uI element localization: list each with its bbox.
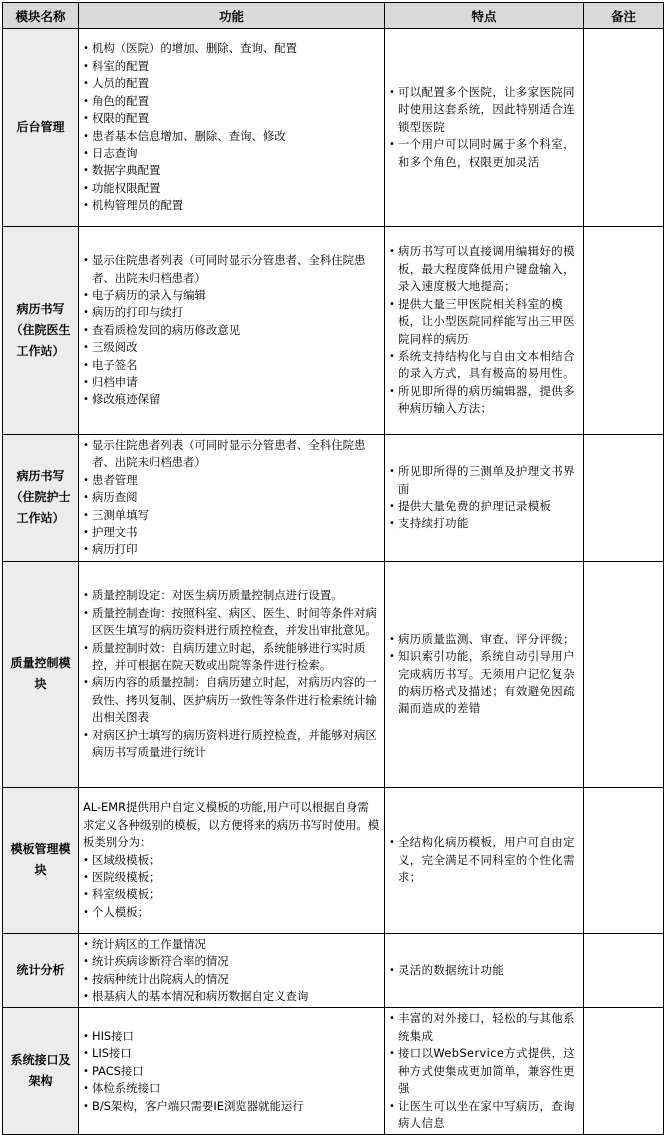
function-list — [83, 936, 380, 1006]
list-item: • 数据字典配置 — [83, 162, 380, 179]
table-row — [3, 561, 664, 787]
feature-list — [389, 84, 579, 171]
list-item: • 功能权限配置 — [83, 180, 380, 197]
table-row — [3, 227, 664, 435]
function-list — [83, 1028, 380, 1115]
list-item: • 显示住院患者列表（可同时显示分管患者、全科住院患者、出院未归档患者） — [83, 252, 380, 287]
list-item: • LIS接口 — [83, 1045, 380, 1062]
feature-list — [389, 243, 579, 417]
list-item: • 人员的配置 — [83, 75, 380, 92]
list-item: • 角色的配置 — [83, 93, 380, 110]
list-item: • HIS接口 — [83, 1028, 380, 1045]
function-cell — [79, 1008, 385, 1135]
list-item: • 所见即所得的病历编辑器，提供多种病历输入方法； — [389, 383, 579, 418]
list-item: • PACS接口 — [83, 1063, 380, 1080]
function-cell — [79, 29, 385, 227]
list-item: • 患者基本信息增加、删除、查询、修改 — [83, 128, 380, 145]
feature-cell — [385, 561, 584, 787]
note-cell — [584, 1008, 664, 1135]
module-name: 模板管理模块 — [3, 787, 79, 933]
function-list — [83, 40, 380, 214]
list-item: • 权限的配置 — [83, 110, 380, 127]
table-row — [3, 435, 664, 562]
module-name: 后台管理 — [3, 29, 79, 227]
note-cell — [584, 29, 664, 227]
function-cell — [79, 561, 385, 787]
note-cell — [584, 435, 664, 562]
list-item: • 个人模板； — [83, 904, 380, 921]
table-row — [3, 1008, 664, 1135]
header-function: 功能 — [79, 3, 385, 29]
list-item: • 根基病人的基本情况和病历数据自定义查询 — [83, 988, 380, 1005]
list-item: • 质量控制设定：对医生病历质量控制点进行设置。 — [83, 587, 380, 604]
feature-list — [389, 1010, 579, 1132]
list-item: • 病历书写可以直接调用编辑好的模板，最大程度降低用户键盘输入，录入速度极大地提高； — [389, 243, 579, 295]
list-item: • 病历质量监测、审查、评分评级； — [389, 631, 579, 648]
function-list — [83, 852, 380, 922]
list-item: • 全结构化病历模板，用户可自由定义，完全满足不同科室的个性化需求； — [389, 834, 579, 886]
list-item: • 让医生可以坐在家中写病历，查询病人信息 — [389, 1098, 579, 1133]
function-cell — [79, 435, 385, 562]
function-cell — [79, 787, 385, 933]
list-item: • 按病种统计出院病人的情况 — [83, 971, 380, 988]
feature-cell — [385, 933, 584, 1008]
header-note: 备注 — [584, 3, 664, 29]
list-item: • 病历的打印与续打 — [83, 304, 380, 321]
list-item: • 三级阅改 — [83, 339, 380, 356]
feature-cell — [385, 787, 584, 933]
module-name: 统计分析 — [3, 933, 79, 1008]
note-cell — [584, 561, 664, 787]
module-name: 病历书写（住院护士工作站） — [3, 435, 79, 562]
list-item: • 病历打印 — [83, 541, 380, 558]
list-item: • 质量控制查询：按照科室、病区、医生、时间等条件对病区医生填写的病历资料进行质控检查，并发出审批意见。 — [83, 605, 380, 640]
feature-list — [389, 962, 579, 979]
list-item: • 提供大量免费的护理记录模板 — [389, 498, 579, 515]
list-item: • 一个用户可以同时属于多个科室，和多个角色，权限更加灵活 — [389, 136, 579, 171]
list-item: • 可以配置多个医院，让多家医院同时使用这套系统，因此特别适合连锁型医院 — [389, 84, 579, 136]
list-item: • 显示住院患者列表（可同时显示分管患者、全科住院患者、出院未归档患者） — [83, 437, 380, 472]
list-item: • 日志查询 — [83, 145, 380, 162]
list-item: • 电子病历的录入与编辑 — [83, 287, 380, 304]
note-cell — [584, 933, 664, 1008]
table-row — [3, 787, 664, 933]
list-item: • 科室的配置 — [83, 58, 380, 75]
list-item: • 灵活的数据统计功能 — [389, 962, 579, 979]
list-item: • 丰富的对外接口，轻松的与其他系统集成 — [389, 1010, 579, 1045]
list-item: • 病历查阅 — [83, 489, 380, 506]
list-item: • 患者管理 — [83, 472, 380, 489]
list-item: • 提供大量三甲医院相关科室的模板，让小型医院同样能写出三甲医院同样的病历 — [389, 296, 579, 348]
list-item: • 知识索引功能，系统自动引导用户完成病历书写。无须用户记忆复杂的病历格式及描述；有效避免因疏漏而造成的差错 — [389, 648, 579, 718]
list-item: • 机构（医院）的增加、删除、查询、配置 — [83, 40, 380, 57]
module-name: 质量控制模块 — [3, 561, 79, 787]
list-item: • 机构管理员的配置 — [83, 197, 380, 214]
feature-cell — [385, 29, 584, 227]
list-item: • 归档申请 — [83, 374, 380, 391]
list-item: • 质量控制时效：自病历建立时起，系统能够进行实时质控，并可根据在院天数或出院等条件进行检索。 — [83, 640, 380, 675]
list-item: • 医院级模板； — [83, 869, 380, 886]
list-item: • 三测单填写 — [83, 507, 380, 524]
list-item: • 病历内容的质量控制：自病历建立时起，对病历内容的一致性、拷贝复制、医护病历一致性等条件进行检索统计输出相关图表 — [83, 674, 380, 726]
list-item: • 护理文书 — [83, 524, 380, 541]
feature-cell — [385, 1008, 584, 1135]
list-item: • 接口以WebService方式提供，这种方式使集成更加简单，兼容性更强 — [389, 1045, 579, 1097]
list-item: • 统计病区的工作量情况 — [83, 936, 380, 953]
list-item: • 统计疾病诊断符合率的情况 — [83, 953, 380, 970]
header-feature: 特点 — [385, 3, 584, 29]
function-list — [83, 252, 380, 409]
module-name: 系统接口及架构 — [3, 1008, 79, 1135]
header-row — [3, 3, 664, 29]
function-list — [83, 587, 380, 761]
table-row — [3, 933, 664, 1008]
list-item: • 修改痕迹保留 — [83, 391, 380, 408]
header-module-name: 模块名称 — [3, 3, 79, 29]
list-item: • 区域级模板； — [83, 852, 380, 869]
module-table — [2, 2, 664, 1135]
feature-cell — [385, 227, 584, 435]
list-item: • 体检系统接口 — [83, 1080, 380, 1097]
list-item: • 科室级模板； — [83, 886, 380, 903]
list-item: • B/S架构，客户端只需要IE浏览器就能运行 — [83, 1098, 380, 1115]
list-item: • 对病区护士填写的病历资料进行质控检查，并能够对病区病历书写质量进行统计 — [83, 727, 380, 762]
template-intro: AL-EMR提供用户自定义模板的功能,用户可以根据自身需求定义各种级别的模板，以方便将来的病历书写时使用。模板类别分为： — [83, 800, 380, 850]
function-cell — [79, 933, 385, 1008]
feature-list — [389, 463, 579, 533]
function-cell — [79, 227, 385, 435]
feature-cell — [385, 435, 584, 562]
note-cell — [584, 227, 664, 435]
function-list — [83, 437, 380, 559]
table-row — [3, 29, 664, 227]
list-item: • 电子签名 — [83, 357, 380, 374]
list-item: • 所见即所得的三测单及护理文书界面 — [389, 463, 579, 498]
feature-list — [389, 834, 579, 886]
module-name: 病历书写（住院医生工作站） — [3, 227, 79, 435]
list-item: • 支持续打功能 — [389, 515, 579, 532]
list-item: • 查看质检发回的病历修改意见 — [83, 322, 380, 339]
list-item: • 系统支持结构化与自由文本相结合的录入方式，具有极高的易用性。 — [389, 348, 579, 383]
note-cell — [584, 787, 664, 933]
feature-list — [389, 631, 579, 718]
